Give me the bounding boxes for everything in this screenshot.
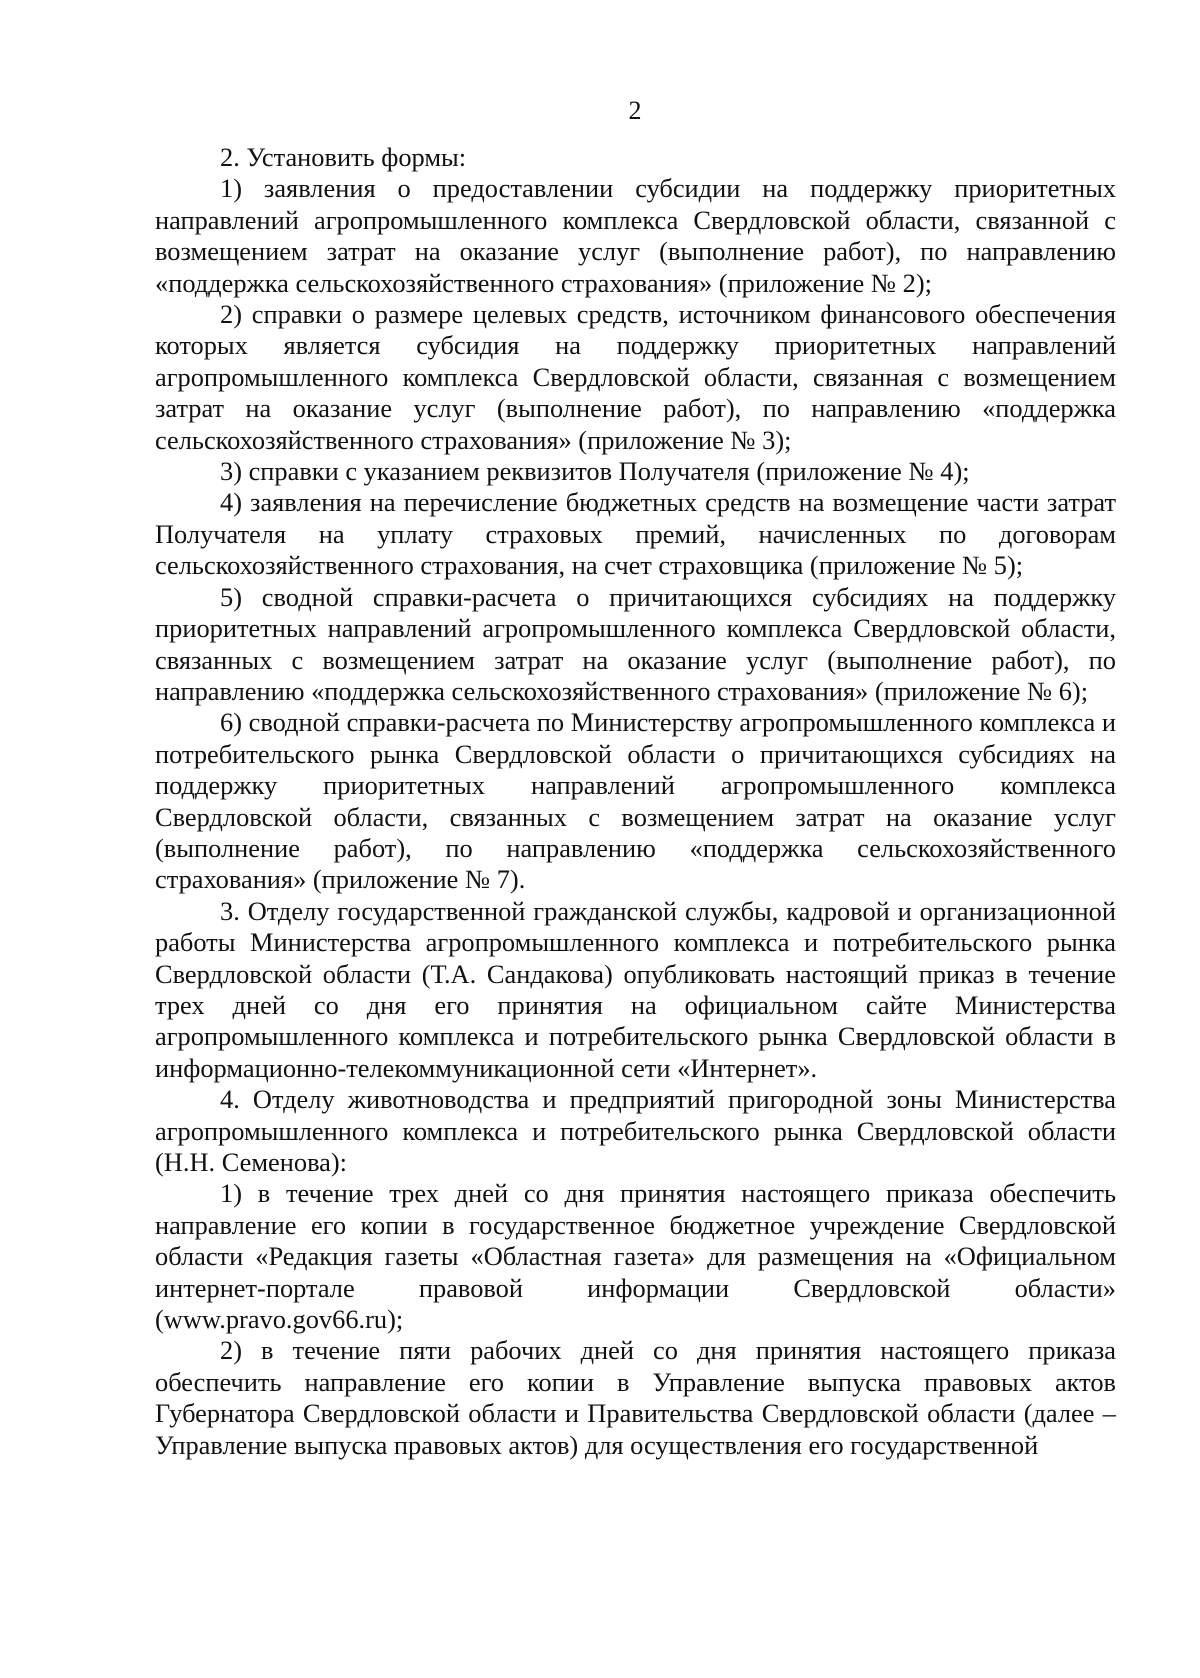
paragraph-item-4-sub-1: 1) в течение трех дней со дня принятия настоящего приказа обеспечить направление его копии в государственное бюджетное учреждение Свердловской области «Редакция газеты «Областная газета» для размещения на «Официальном интернет-портале правовой информации Свердловской области» (www.pravo.gov66.ru); xyxy=(155,1178,1116,1335)
paragraph-item-4: 4. Отделу животноводства и предприятий пригородной зоны Министерства агропромышленного комплекса и потребительского рынка Свердловской области (Н.Н. Семенова): xyxy=(155,1084,1116,1177)
paragraph-item-3: 3. Отделу государственной гражданской службы, кадровой и организационной работы Министерства агропромышленного комплекса и потребительского рынка Свердловской области (Т.А. Сандакова) опубликовать настоящий приказ в течение трех дней со дня его принятия на официальном сайте Министерства агропромышленного комплекса и потребительского рынка Свердловской области в информационно-телекоммуникационной сети «Интернет». xyxy=(155,895,1116,1083)
paragraph-form-4: 4) заявления на перечисление бюджетных средств на возмещение части затрат Получателя на уплату страховых премий, начисленных по договорам сельскохозяйственного страхования, на счет страховщика (приложение № 5); xyxy=(155,487,1116,581)
paragraph-item-4-sub-2: 2) в течение пяти рабочих дней со дня принятия настоящего приказа обеспечить направление его копии в Управление выпуска правовых актов Губернатора Свердловской области и Правительства Свердловской области (далее – Управление выпуска правовых актов) для осуществления его государственной xyxy=(155,1335,1116,1460)
paragraph-form-5: 5) сводной справки-расчета о причитающихся субсидиях на поддержку приоритетных направлений агропромышленного комплекса Свердловской области, связанных с возмещением затрат на оказание услуг (выполнение работ), по направлению «поддержка сельскохозяйственного страхования» (приложение № 6); xyxy=(155,581,1116,706)
page-number: 2 xyxy=(628,96,642,125)
paragraph-form-2: 2) справки о размере целевых средств, источником финансового обеспечения которых является субсидия на поддержку приоритетных направлений агропромышленного комплекса Свердловской области, связанная с возмещением затрат на оказание услуг (выполнение работ), по направлению «поддержка сельскохозяйственного страхования» (приложение № 3); xyxy=(155,299,1116,455)
paragraph-form-3: 3) справки с указанием реквизитов Получателя (приложение № 4); xyxy=(220,456,970,487)
document-body xyxy=(155,142,1116,1461)
paragraph-item-2-heading: 2. Установить формы: xyxy=(220,142,467,172)
paragraph-form-6: 6) сводной справки-расчета по Министерству агропромышленного комплекса и потребительского рынка Свердловской области о причитающихся субсидиях на поддержку приоритетных направлений агропромышленного комплекса Свердловской области, связанных с возмещением затрат на оказание услуг (выполнение работ), по направлению «поддержка сельскохозяйственного страхования» (приложение № 7). xyxy=(155,707,1116,895)
paragraph-form-1: 1) заявления о предоставлении субсидии на поддержку приоритетных направлений агропромышленного комплекса Свердловской области, связанной с возмещением затрат на оказание услуг (выполнение работ), по направлению «поддержка сельскохозяйственного страхования» (приложение № 2); xyxy=(155,173,1116,298)
